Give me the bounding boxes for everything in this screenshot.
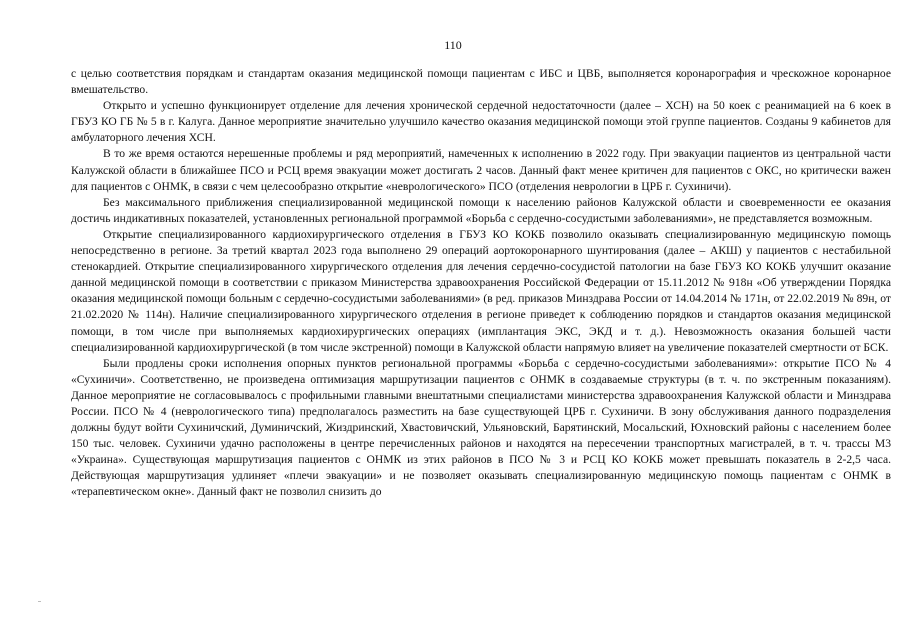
paragraph-specialized-care: Без максимального приближения специализированной медицинской помощи к населению районов Калужской области и своевременности ее оказания достичь индикативных показателей, установленных региональной программой «Борьба с сердечно-сосудистыми заболеваниями», не представляется возможным.: [71, 195, 891, 225]
paragraph-pso-sukhinichi: Были продлены сроки исполнения опорных пунктов региональной программы «Борьба с сердечно-сосудистыми заболеваниями»: открытие ПСО № 4 «Сухиничи». Соответственно, не произведена оптимизация маршрутизации пациентов с ОНМК в создаваемые структуры (в т. ч. по экстренным показаниям). Данное мероприятие не согласовывалось с профильными главными внештатными специалистами министерства здравоохранения Калужской области и Минздрава России. ПСО № 4 (неврологического типа) предполагалось разместить на базе существующей ЦРБ г. Сухиничи. В зону обслуживания данного подразделения должны будут войти Сухиничский, Думиничский, Жиздринский, Хвастовичский, Ульяновский, Барятинский, Мосальский, Юхновский районы с населением более 150 тыс. человек. Сухиничи удачно расположены в центре перечисленных районов и находятся на пересечении транспортных магистралей, в т. ч. трассы М3 «Украина». Существующая маршрутизация пациентов с ОНМК из этих районов в ПСО № 3 и РСЦ КО КОКБ может превышать показатель в 2-2,5 часа. Действующая маршрутизация удлиняет «плечи эвакуации» и не позволяет оказывать специализированную медицинскую помощь пациентам с ОНМК в «терапевтическом окне». Данный факт не позволил снизить до: [71, 356, 891, 499]
page-number: 110: [444, 38, 462, 52]
paragraph-unresolved-problems: В то же время остаются нерешенные проблемы и ряд мероприятий, намеченных к исполнению в 2022 году. При эвакуации пациентов из центральной части Калужской области в ближайшее ПСО и РСЦ время эвакуации может достигать 2 часов. Данный факт менее критичен для пациентов с ОКС, но критически важен для пациентов с ОНМК, в связи с чем целесообразно открытие «неврологического» ПСО (отделения неврологии в ЦРБ г. Сухиничи).: [71, 147, 891, 193]
document-body: [71, 66, 891, 501]
paragraph-cardiosurgery-department: Открытие специализированного кардиохирургического отделения в ГБУЗ КО КОКБ позволило оказывать специализированную медицинскую помощь непосредственно в регионе. За третий квартал 2023 года выполнено 29 операций аортокоронарного шунтирования (далее – АКШ) у пациентов с нестабильной стенокардией. Открытие специализированного хирургического отделения для лечения сердечно-сосудистой патологии на базе ГБУЗ КО КОКБ улучшит оказание данной медицинской помощи в соответствии с приказом Министерства здравоохранения Российской Федерации от 15.11.2012 № 918н «Об утверждении Порядка оказания медицинской помощи больным с сердечно-сосудистыми заболеваниями» (в ред. приказов Минздрава России от 14.04.2014 № 171н, от 22.02.2019 № 89н, от 21.02.2020 № 114н). Наличие специализированного хирургического отделения в регионе приведет к соблюдению порядков и стандартов оказания медицинской помощи, в том числе при выполняемых кардиохирургических операциях (имплантация ЭКС, ЭКД и т. д.). Невозможность оказания большей части специализированной кардиохирургической (в том числе экстренной) помощи в Калужской области напрямую влияет на увеличение показателей смертности от БСК.: [71, 227, 891, 354]
scan-mark: [38, 601, 41, 602]
paragraph-hsn-department: Открыто и успешно функционирует отделение для лечения хронической сердечной недостаточности (далее – ХСН) на 50 коек с реанимацией на 6 коек в ГБУЗ КО ГБ № 5 в г. Калуга. Данное мероприятие значительно улучшило качество оказания медицинской помощи этой группе пациентов. Созданы 9 кабинетов для амбулаторного лечения ХСН.: [71, 99, 891, 145]
paragraph-continuation: с целью соответствия порядкам и стандартам оказания медицинской помощи пациентам с ИБС и ЦВБ, выполняется коронарография и чрескожное коронарное вмешательство.: [71, 67, 891, 97]
